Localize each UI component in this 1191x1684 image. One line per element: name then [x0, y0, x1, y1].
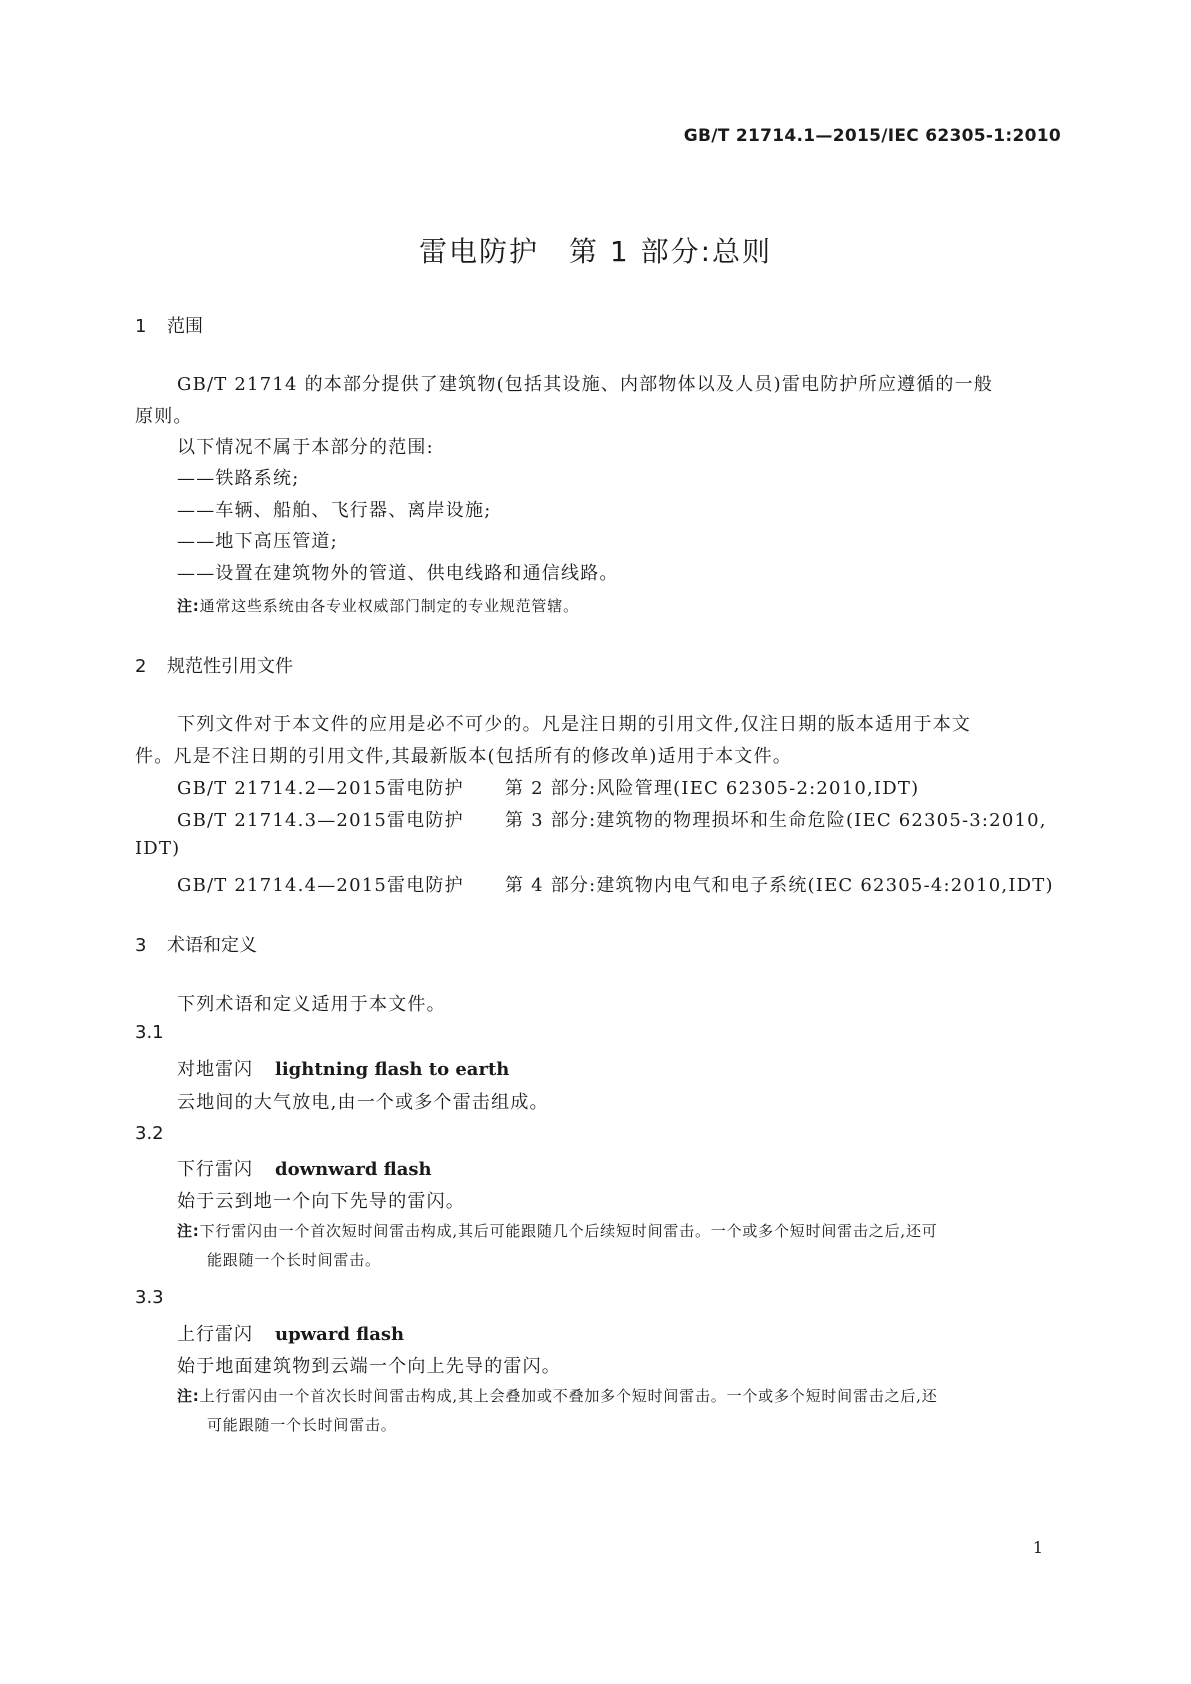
note-label: 注: [177, 1387, 200, 1405]
document-title: 雷电防护 第 1 部分:总则 [418, 235, 773, 268]
note [177, 1220, 938, 1241]
term-heading [177, 1155, 432, 1181]
term-english: lightning flash to earth [275, 1059, 510, 1080]
note-continuation: 可能跟随一个长时间雷击。 [207, 1416, 397, 1434]
term-heading [177, 1320, 404, 1346]
reference-continuation: IDT) [135, 838, 181, 859]
note-continuation: 能跟随一个长时间雷击。 [207, 1251, 381, 1269]
term-english: downward flash [275, 1159, 432, 1180]
normative-paragraph-line1: 下列文件对于本文件的应用是必不可少的。凡是注日期的引用文件,仅注日期的版本适用于本文 [177, 714, 972, 735]
reference-code: GB/T 21714.2—2015 [177, 778, 388, 799]
reference-name: 雷电防护 [387, 810, 464, 831]
note-text: 通常这些系统由各专业权威部门制定的专业规范管辖。 [199, 597, 579, 615]
standard-code: GB/T 21714.1—2015/IEC 62305-1:2010 [683, 126, 1061, 146]
note-text: 上行雷闪由一个首次长时间雷击构成,其上会叠加或不叠加多个短时间雷击。一个或多个短时间雷击之后,还 [199, 1387, 938, 1405]
terms-intro: 下列术语和定义适用于本文件。 [177, 994, 446, 1015]
scope-paragraph-line2: 原则。 [135, 406, 193, 427]
term-definition: 云地间的大气放电,由一个或多个雷击组成。 [177, 1092, 549, 1113]
term-english: upward flash [275, 1324, 405, 1345]
reference-title: 第 2 部分:风险管理(IEC 62305-2:2010,IDT) [505, 778, 920, 799]
note-label: 注: [177, 1222, 200, 1240]
section-number: 2 [135, 656, 147, 677]
page-number: 1 [1032, 1538, 1043, 1557]
section-number: 1 [135, 316, 147, 337]
note [177, 595, 579, 616]
reference-item [177, 871, 1054, 897]
exclusion-intro: 以下情况不属于本部分的范围: [177, 437, 434, 458]
term-chinese: 下行雷闪 [177, 1159, 253, 1180]
reference-name: 雷电防护 [387, 778, 464, 799]
section-3-heading [135, 931, 257, 957]
note-label: 注: [177, 597, 200, 615]
reference-code: GB/T 21714.3—2015 [177, 810, 388, 831]
term-number: 3.3 [135, 1287, 164, 1308]
note-text: 下行雷闪由一个首次短时间雷击构成,其后可能跟随几个后续短时间雷击。一个或多个短时间雷击之后,还可 [199, 1222, 938, 1240]
reference-item [177, 774, 919, 800]
section-2-heading [135, 652, 293, 678]
reference-code: GB/T 21714.4—2015 [177, 875, 388, 896]
term-chinese: 对地雷闪 [177, 1059, 253, 1080]
list-item: ——铁路系统; [177, 468, 300, 489]
term-number: 3.2 [135, 1123, 164, 1144]
reference-title: 第 3 部分:建筑物的物理损坏和生命危险(IEC 62305-3:2010, [505, 810, 1047, 831]
section-number: 3 [135, 935, 147, 956]
normative-paragraph-line2: 件。凡是不注日期的引用文件,其最新版本(包括所有的修改单)适用于本文件。 [135, 746, 792, 767]
term-chinese: 上行雷闪 [177, 1324, 253, 1345]
term-definition: 始于云到地一个向下先导的雷闪。 [177, 1191, 465, 1212]
reference-name: 雷电防护 [387, 875, 464, 896]
note [177, 1385, 938, 1406]
list-item: ——设置在建筑物外的管道、供电线路和通信线路。 [177, 563, 619, 584]
term-definition: 始于地面建筑物到云端一个向上先导的雷闪。 [177, 1356, 561, 1377]
list-item: ——车辆、船舶、飞行器、离岸设施; [177, 500, 492, 521]
reference-item [177, 806, 1047, 832]
reference-title: 第 4 部分:建筑物内电气和电子系统(IEC 62305-4:2010,IDT) [505, 875, 1054, 896]
list-item: ——地下高压管道; [177, 531, 338, 552]
term-heading [177, 1055, 509, 1081]
scope-paragraph-line1: GB/T 21714 的本部分提供了建筑物(包括其设施、内部物体以及人员)雷电防护所应遵循的一般 [177, 374, 994, 395]
section-title: 范围 [167, 316, 203, 337]
section-title: 规范性引用文件 [167, 656, 293, 677]
term-number: 3.1 [135, 1022, 164, 1043]
section-1-heading [135, 312, 203, 338]
section-title: 术语和定义 [167, 935, 257, 956]
